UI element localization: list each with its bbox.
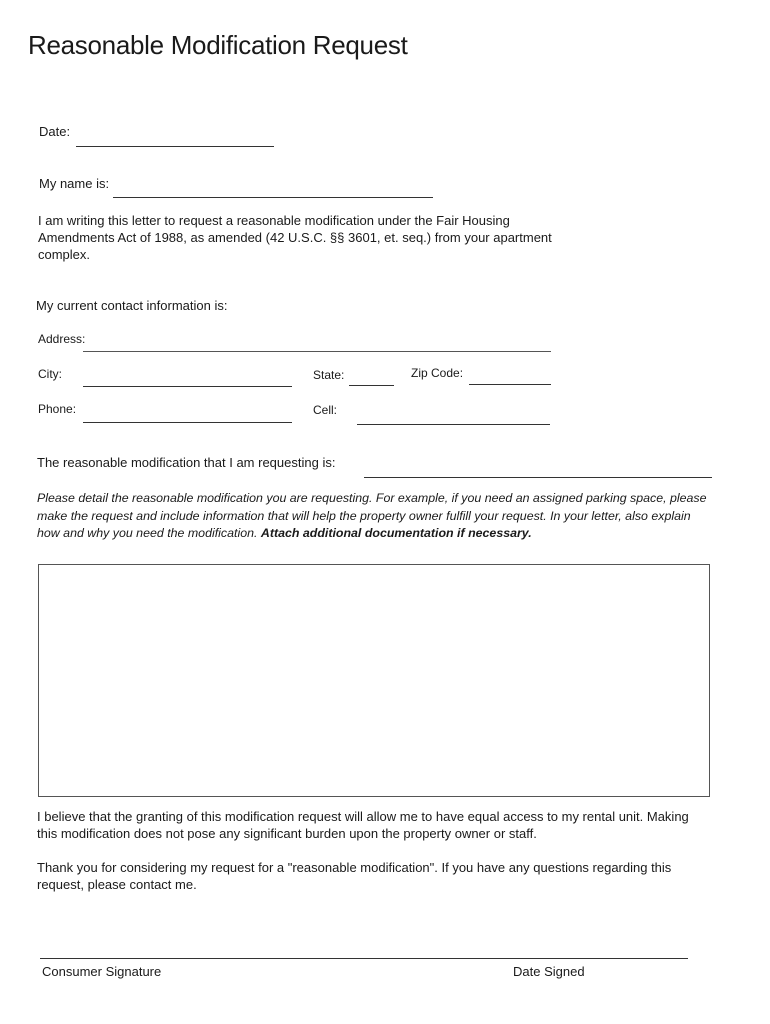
- cell-label: Cell:: [313, 403, 338, 417]
- date-signed-label: Date Signed: [513, 964, 585, 979]
- consumer-signature-label: Consumer Signature: [42, 964, 162, 979]
- name-label: My name is:: [39, 176, 110, 191]
- instructions-line: make the request and include information that will help the property owner fulfill your request. In your letter, also explain: [37, 508, 691, 523]
- intro-line: Amendments Act of 1988, as amended (42 U.S.C. §§ 3601, et. seq.) from your apartment: [38, 230, 552, 245]
- closing-paragraph-2: [37, 859, 671, 893]
- state-field[interactable]: [349, 385, 394, 386]
- phone-label: Phone:: [38, 402, 77, 416]
- name-field[interactable]: [113, 197, 433, 198]
- page-title: Reasonable Modification Request: [28, 30, 408, 60]
- contact-heading: My current contact information is:: [36, 298, 228, 313]
- closing-line: Thank you for considering my request for a "reasonable modification". If you have any questions regarding this: [37, 860, 672, 875]
- intro-line: I am writing this letter to request a reasonable modification under the Fair Housing: [38, 213, 510, 228]
- zip-code-field[interactable]: [469, 384, 551, 385]
- cell-field[interactable]: [357, 424, 550, 425]
- modification-field[interactable]: [364, 477, 712, 478]
- date-label: Date:: [39, 124, 71, 139]
- modification-details-box[interactable]: [38, 564, 710, 797]
- signature-line[interactable]: [40, 958, 688, 959]
- address-label: Address:: [38, 332, 86, 346]
- instructions-line: [37, 525, 707, 543]
- closing-line: I believe that the granting of this modification request will allow me to have equal access to my rental unit. Making: [37, 809, 689, 824]
- city-label: City:: [38, 367, 62, 381]
- state-label: State:: [313, 368, 345, 382]
- closing-line: request, please contact me.: [37, 877, 197, 892]
- city-field[interactable]: [83, 386, 292, 387]
- address-field[interactable]: [83, 351, 551, 352]
- instructions-line: Please detail the reasonable modification you are requesting. For example, if you need an assigned parking space, please: [37, 491, 707, 505]
- date-field[interactable]: [76, 146, 274, 147]
- intro-paragraph: [38, 212, 552, 263]
- closing-line: this modification does not pose any significant burden upon the property owner or staff.: [37, 826, 537, 841]
- modification-label: The reasonable modification that I am requesting is:: [37, 455, 336, 470]
- zip-code-label: Zip Code:: [411, 366, 464, 380]
- instructions-text: how and why you need the modification.: [37, 526, 261, 540]
- closing-paragraph-1: [37, 808, 689, 842]
- instructions-emphasis: Attach additional documentation if necessary.: [260, 526, 532, 540]
- intro-line: complex.: [38, 247, 91, 262]
- instructions: [37, 490, 707, 543]
- phone-field[interactable]: [83, 422, 292, 423]
